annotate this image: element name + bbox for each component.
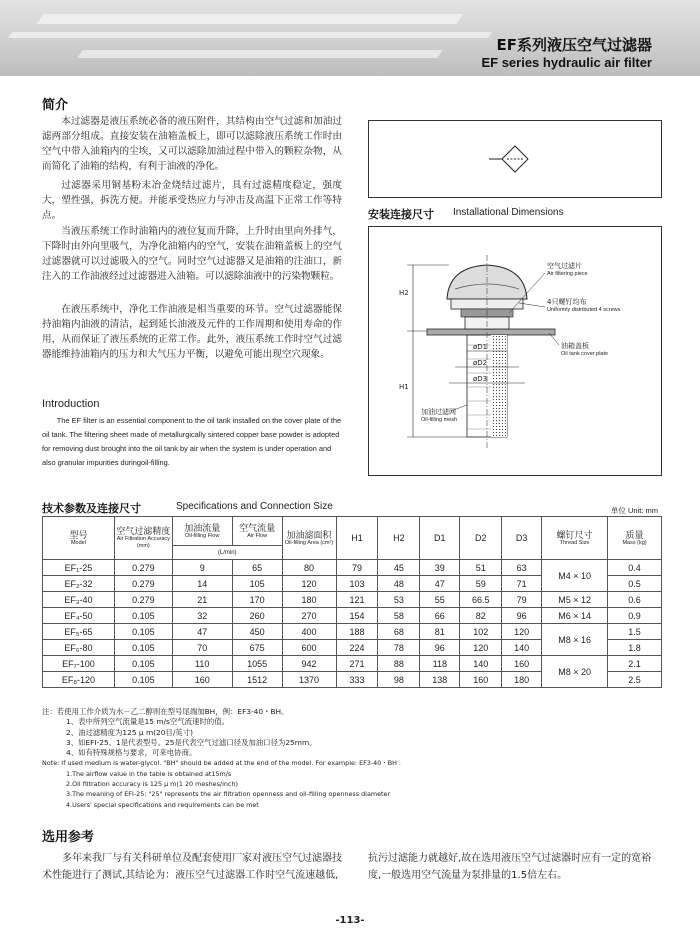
cell-d2: 140 bbox=[460, 656, 502, 672]
header-area bbox=[282, 517, 336, 560]
cell-h1: 271 bbox=[336, 656, 378, 672]
label-mesh-en: Oil-filling mesh bbox=[421, 417, 458, 423]
cell-d1: 118 bbox=[420, 656, 460, 672]
cell-acc: 0.279 bbox=[114, 592, 172, 608]
cell-d3: 120 bbox=[502, 624, 542, 640]
label-d3: øD3 bbox=[473, 375, 488, 383]
header-stripe bbox=[36, 14, 463, 24]
cell-area: 270 bbox=[282, 608, 336, 624]
intro-paragraph-2: 过滤器采用铜基粉末冶金烧结过滤片，具有过滤精度稳定，强度大，塑性强，拆洗方便。并能承受热应力与冲击及高温下正常工作等特点。 bbox=[42, 180, 342, 221]
header-title-en: EF series hydraulic air filter bbox=[481, 55, 652, 70]
cell-mass: 0.6 bbox=[608, 592, 662, 608]
cell-acc: 0.105 bbox=[114, 608, 172, 624]
note-cn: 3、如EFI-25、1是代表型号。25是代表空气过滤口径及加油口径为25mm。 bbox=[66, 737, 317, 747]
header-oil-flow bbox=[172, 517, 232, 546]
cell-acc: 0.279 bbox=[114, 576, 172, 592]
install-diagram-box bbox=[368, 226, 662, 476]
cell-oil: 47 bbox=[172, 624, 232, 640]
header-air-flow-cn: 空气流量 bbox=[239, 522, 276, 533]
cell-acc: 0.105 bbox=[114, 656, 172, 672]
header-thread-en: Thread Size bbox=[559, 539, 590, 546]
label-mesh-cn: 加油过滤网 bbox=[421, 408, 456, 416]
cell-d2: 120 bbox=[460, 640, 502, 656]
cell-acc: 0.279 bbox=[114, 560, 172, 576]
cell-h2: 53 bbox=[378, 592, 420, 608]
cell-model: EF₇-100 bbox=[43, 656, 115, 672]
specs-header-row bbox=[43, 517, 662, 546]
cell-model: EF₆-80 bbox=[43, 640, 115, 656]
cell-d1: 96 bbox=[420, 640, 460, 656]
header-model bbox=[43, 517, 115, 560]
cell-d3: 140 bbox=[502, 640, 542, 656]
cell-area: 80 bbox=[282, 560, 336, 576]
cell-thread: M8 × 16 bbox=[542, 624, 608, 656]
cell-mass: 2.5 bbox=[608, 672, 662, 688]
table-row bbox=[43, 560, 662, 576]
cell-h2: 48 bbox=[378, 576, 420, 592]
cell-h2: 58 bbox=[378, 608, 420, 624]
cell-air: 170 bbox=[232, 592, 282, 608]
label-screws-cn: 4只螺钉均布 bbox=[547, 298, 587, 306]
cell-area: 400 bbox=[282, 624, 336, 640]
table-row bbox=[43, 624, 662, 640]
selection-title: 选用参考 bbox=[42, 830, 95, 845]
cell-model: EF₅-65 bbox=[43, 624, 115, 640]
cell-air: 450 bbox=[232, 624, 282, 640]
cell-oil: 14 bbox=[172, 576, 232, 592]
cell-d3: 160 bbox=[502, 656, 542, 672]
note-cn: 1、表中所列空气流量是15 m/s空气流速时的值。 bbox=[66, 717, 230, 727]
header-thread-cn: 螺钉尺寸 bbox=[556, 529, 593, 540]
cell-air: 105 bbox=[232, 576, 282, 592]
cell-h2: 88 bbox=[378, 656, 420, 672]
cell-h1: 103 bbox=[336, 576, 378, 592]
label-cover-cn: 油箱盖板 bbox=[561, 342, 589, 350]
install-diagram bbox=[369, 227, 661, 475]
install-title-en: Installational Dimensions bbox=[453, 207, 564, 218]
cell-h2: 45 bbox=[378, 560, 420, 576]
table-row bbox=[43, 608, 662, 624]
header-d2: D2 bbox=[460, 517, 502, 560]
cell-mass: 0.9 bbox=[608, 608, 662, 624]
header-d1: D1 bbox=[420, 517, 460, 560]
cell-mass: 1.5 bbox=[608, 624, 662, 640]
header-area-en: Oil-filling Area (cm²) bbox=[284, 539, 334, 546]
cell-thread: M4 × 10 bbox=[542, 560, 608, 592]
header-stripe bbox=[77, 50, 443, 58]
selection-left-text: 多年来我厂与有关科研单位及配套使用厂家对液压空气过滤器技术性能进行了测试,其结论为：液压空气过滤器工作时空气流速越低, bbox=[42, 853, 342, 881]
intro-paragraph-4: 在液压系统中，净化工作油液是相当重要的环节。空气过滤器能保持油箱内油液的清洁，起到延长油液及元件的工作周期和使用寿命的作用，从而保证了液压系统的正常工作。此外，液压系统工作时空气过滤器能维持油箱内的压力和大气压力平衡，以避免可能出现空穴现象。 bbox=[42, 304, 342, 360]
label-air-piece-cn: 空气过滤片 bbox=[547, 262, 582, 270]
cell-model: EF₁-25 bbox=[43, 560, 115, 576]
intro-paragraph-1: 本过滤器是液压系统必备的液压附件，其结构由空气过滤和加油过滤两部分组成。直接安装在油箱盖板上，即可以滤除液压系统工作时由空气中带入油箱内的尘埃，又可以滤除加油过程中带入的颗粒杂物，从而简化了油箱的结构，有利于油液的净化。 bbox=[42, 116, 342, 172]
cell-oil: 21 bbox=[172, 592, 232, 608]
cell-d1: 81 bbox=[420, 624, 460, 640]
cell-d1: 47 bbox=[420, 576, 460, 592]
cell-oil: 32 bbox=[172, 608, 232, 624]
cell-d1: 138 bbox=[420, 672, 460, 688]
cell-model: EF₄-50 bbox=[43, 608, 115, 624]
cell-d3: 79 bbox=[502, 592, 542, 608]
cell-d3: 180 bbox=[502, 672, 542, 688]
cell-d1: 55 bbox=[420, 592, 460, 608]
cell-d2: 66.5 bbox=[460, 592, 502, 608]
cell-h1: 79 bbox=[336, 560, 378, 576]
cell-area: 600 bbox=[282, 640, 336, 656]
intro-paragraph-3: 当液压系统工作时油箱内的液位复而升降，上升时由里向外排气，下降时由外向里吸气，为净化油箱内的空气，安装在油箱盖板上的空气过滤器就可以过滤吸入的空气。同时空气过滤器又是油箱的注油口，新注入的工作油液经过过滤器进入油箱。可以滤除油液中的污染物颗粒。 bbox=[42, 226, 342, 282]
introduction-text: The EF filter is an essential component to the oil tank installed on the cover plate of the oil tank. The filtering sheet made of metallurgically sintered copper base powder is adopted for removing dust brought into the oil tank by air when the system is under operation and also granular impurities duringoil-filling. bbox=[42, 416, 342, 467]
cell-area: 180 bbox=[282, 592, 336, 608]
header-thread bbox=[542, 517, 608, 560]
header-h1: H1 bbox=[336, 517, 378, 560]
cell-d2: 82 bbox=[460, 608, 502, 624]
cell-d2: 102 bbox=[460, 624, 502, 640]
page-number: -113- bbox=[335, 915, 365, 926]
cell-model: EF₈-120 bbox=[43, 672, 115, 688]
label-air-piece-en: Air filtering piece bbox=[547, 271, 588, 277]
specs-title-cn: 技术参数及连接尺寸 bbox=[42, 502, 141, 515]
header-flow-unit: (L/min) bbox=[172, 546, 282, 560]
filter-symbol-icon bbox=[369, 121, 661, 197]
selection-right-text: 抗污过滤能力就越好,故在选用液压空气过滤器时应有一定的宽裕度,一般选用空气流量为泵排量的1.5倍左右。 bbox=[368, 853, 652, 881]
cell-area: 120 bbox=[282, 576, 336, 592]
specs-title-en: Specifications and Connection Size bbox=[176, 501, 333, 512]
cell-h1: 154 bbox=[336, 608, 378, 624]
cell-acc: 0.105 bbox=[114, 624, 172, 640]
cell-h2: 98 bbox=[378, 672, 420, 688]
cell-h2: 78 bbox=[378, 640, 420, 656]
cell-d1: 66 bbox=[420, 608, 460, 624]
label-cover-en: Oil tank cover plate bbox=[561, 351, 609, 357]
cell-d3: 63 bbox=[502, 560, 542, 576]
header-accuracy bbox=[114, 517, 172, 560]
header-d3: D3 bbox=[502, 517, 542, 560]
cell-oil: 110 bbox=[172, 656, 232, 672]
cell-d3: 96 bbox=[502, 608, 542, 624]
header-title-cn: EF系列液压空气过滤器 bbox=[496, 36, 652, 54]
header-mass-en: Mass (kg) bbox=[622, 539, 647, 546]
cell-d1: 39 bbox=[420, 560, 460, 576]
cell-oil: 70 bbox=[172, 640, 232, 656]
label-d1: øD1 bbox=[473, 343, 488, 351]
cell-air: 1512 bbox=[232, 672, 282, 688]
notes bbox=[42, 707, 662, 810]
header-area-cn: 加油滤面积 bbox=[286, 529, 332, 540]
header-mass bbox=[608, 517, 662, 560]
cell-oil: 160 bbox=[172, 672, 232, 688]
note-cn: 2、油过滤精度为125 μ m(20目/英寸) bbox=[66, 727, 193, 737]
header-band bbox=[0, 0, 700, 76]
cell-d2: 51 bbox=[460, 560, 502, 576]
cell-air: 260 bbox=[232, 608, 282, 624]
label-screws-en: Uniformly distributed 4 screws bbox=[547, 307, 621, 313]
cell-area: 942 bbox=[282, 656, 336, 672]
table-row bbox=[43, 592, 662, 608]
cell-air: 675 bbox=[232, 640, 282, 656]
header-accuracy-en: Air Filtration Accuracy (mm) bbox=[116, 536, 170, 549]
cell-h1: 188 bbox=[336, 624, 378, 640]
cell-h2: 68 bbox=[378, 624, 420, 640]
label-h1: H1 bbox=[399, 383, 409, 391]
cell-mass: 0.5 bbox=[608, 576, 662, 592]
label-d2: øD2 bbox=[473, 359, 488, 367]
note-en: 3.The meaning of EFI-25: "25" represents the air filtration openness and oil-filling openness diameter bbox=[66, 790, 391, 799]
note-en: 2.Oil filtration accuracy is 125 μ m(1 20 meshes/inch) bbox=[66, 780, 238, 789]
cell-acc: 0.105 bbox=[114, 672, 172, 688]
specs-table bbox=[42, 516, 662, 688]
cell-model: EF₃-40 bbox=[43, 592, 115, 608]
note-en: 4.Users' special specifications and requirements can be met bbox=[66, 800, 259, 809]
header-model-en: Model bbox=[70, 539, 86, 546]
cell-h1: 121 bbox=[336, 592, 378, 608]
intro-title: 简介 bbox=[42, 98, 69, 113]
cell-d3: 71 bbox=[502, 576, 542, 592]
note-cn: 注：若使用工作介质为水－乙二醇则在型号尾端加BH，例：EF3-40・BH。 bbox=[42, 707, 289, 716]
cell-mass: 1.8 bbox=[608, 640, 662, 656]
specs-unit: 单位 Unit: mm bbox=[610, 506, 658, 515]
header-oil-flow-cn: 加油流量 bbox=[184, 522, 221, 533]
note-en: Note: If used medium is water-glycol. "BH" should be added at the end of the model. For example: EF3-40・BH . bbox=[42, 759, 401, 768]
cell-oil: 9 bbox=[172, 560, 232, 576]
cell-mass: 2.1 bbox=[608, 656, 662, 672]
symbol-box bbox=[368, 120, 662, 198]
header-air-flow-en: Air Flow bbox=[247, 532, 268, 539]
cell-air: 1055 bbox=[232, 656, 282, 672]
cell-thread: M6 × 14 bbox=[542, 608, 608, 624]
cell-model: EF₂-32 bbox=[43, 576, 115, 592]
header-stripe bbox=[8, 32, 492, 38]
header-accuracy-cn: 空气过滤精度 bbox=[116, 526, 171, 536]
header-mass-cn: 质量 bbox=[625, 529, 644, 540]
cell-thread: M5 × 12 bbox=[542, 592, 608, 608]
cell-area: 1370 bbox=[282, 672, 336, 688]
cell-d2: 59 bbox=[460, 576, 502, 592]
header-oil-flow-en: Oil-filling Flow bbox=[185, 532, 220, 539]
cell-h1: 224 bbox=[336, 640, 378, 656]
note-cn: 4、如有特殊规格与要求，可来电协商。 bbox=[66, 748, 197, 758]
header-model-cn: 型号 bbox=[69, 529, 88, 540]
cell-thread: M8 × 20 bbox=[542, 656, 608, 688]
cell-mass: 0.4 bbox=[608, 560, 662, 576]
note-en: 1.The airflow value in the table is obtained at15m/s bbox=[66, 769, 232, 778]
header-air-flow bbox=[232, 517, 282, 546]
cell-d2: 160 bbox=[460, 672, 502, 688]
cell-acc: 0.105 bbox=[114, 640, 172, 656]
cell-h1: 333 bbox=[336, 672, 378, 688]
introduction-title: Introduction bbox=[42, 398, 100, 410]
cell-air: 65 bbox=[232, 560, 282, 576]
header-h2: H2 bbox=[378, 517, 420, 560]
label-h2: H2 bbox=[399, 289, 409, 297]
table-row bbox=[43, 656, 662, 672]
install-title-cn: 安装连接尺寸 bbox=[368, 208, 434, 221]
